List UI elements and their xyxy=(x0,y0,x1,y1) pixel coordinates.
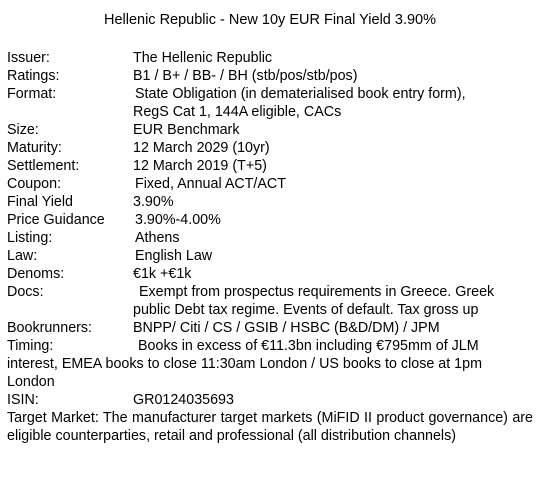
price-guidance-value: 3.90%-4.00% xyxy=(135,212,221,228)
size-value: EUR Benchmark xyxy=(133,122,240,138)
listing-label: Listing: xyxy=(7,230,53,246)
size-label: Size: xyxy=(7,122,39,138)
listing-value: Athens xyxy=(135,230,180,246)
page-title: Hellenic Republic - New 10y EUR Final Yield 3.90% xyxy=(103,12,437,28)
maturity-label: Maturity: xyxy=(7,140,62,156)
final-yield-label: Final Yield xyxy=(7,194,73,210)
timing-value-rest: interest, EMEA books to close 11:30am London / US books to close at 1pm London xyxy=(7,356,482,390)
bookrunners-label: Bookrunners: xyxy=(7,320,93,336)
maturity-value: 12 March 2029 (10yr) xyxy=(133,140,270,156)
issuer-value: The Hellenic Republic xyxy=(133,50,273,66)
timing-label: Timing: xyxy=(7,338,54,354)
format-value-line1: State Obligation (in dematerialised book entry form), xyxy=(135,86,466,102)
isin-value: GR0124035693 xyxy=(133,392,234,408)
settlement-value: 12 March 2019 (T+5) xyxy=(133,158,267,174)
docs-value-line2: public Debt tax regime. Events of default. Tax gross up xyxy=(133,302,479,318)
timing-value-line1: Books in excess of €11.3bn including €795mm of JLM xyxy=(138,338,479,354)
coupon-label: Coupon: xyxy=(7,176,62,192)
docs-value-line1: Exempt from prospectus requirements in Greece. Greek xyxy=(139,284,495,300)
coupon-value: Fixed, Annual ACT/ACT xyxy=(135,176,286,192)
law-value: English Law xyxy=(135,248,213,264)
settlement-label: Settlement: xyxy=(7,158,80,174)
format-label: Format: xyxy=(7,86,57,102)
issuer-label: Issuer: xyxy=(7,50,50,66)
denoms-label: Denoms: xyxy=(7,266,65,282)
ratings-value: B1 / B+ / BB- / BH (stb/pos/stb/pos) xyxy=(133,68,358,84)
denoms-value: €1k +€1k xyxy=(133,266,192,282)
ratings-label: Ratings: xyxy=(7,68,60,84)
price-guidance-label: Price Guidance xyxy=(7,212,105,228)
target-market-text: Target Market: The manufacturer target markets (MiFID II product governance) are eligible counterparties, retail and professional (all distribution channels) xyxy=(7,410,533,444)
law-label: Law: xyxy=(7,248,38,264)
bookrunners-value: BNPP/ Citi / CS / GSIB / HSBC (B&D/DM) / JPM xyxy=(133,320,440,336)
final-yield-value: 3.90% xyxy=(133,194,174,210)
docs-label: Docs: xyxy=(7,284,44,300)
format-value-line2: RegS Cat 1, 144A eligible, CACs xyxy=(133,104,342,120)
isin-label: ISIN: xyxy=(7,392,39,408)
